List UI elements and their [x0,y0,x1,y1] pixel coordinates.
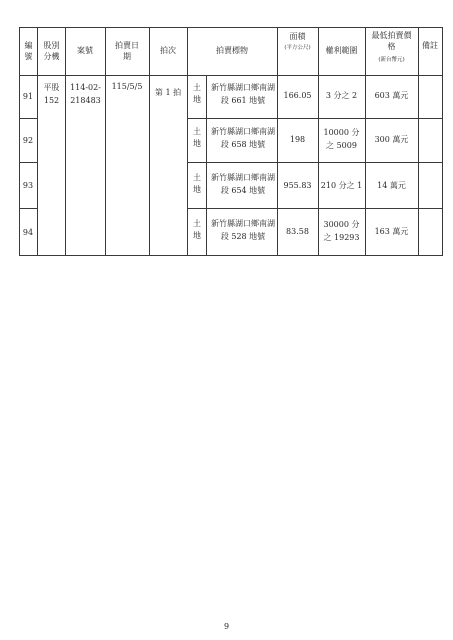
header-area-unit: (平方公尺) [284,45,311,51]
object-description: 新竹縣湖口鄉南湖段 528 地號 [211,219,275,241]
row-divider [187,118,442,119]
column-divider [206,75,207,256]
header-rights: 權利範圍 [325,46,358,55]
header-date: 拍賣日期 [115,41,139,61]
column-divider [65,27,66,256]
header-number: 編號 [24,41,33,61]
header-round: 拍次 [160,46,176,55]
table-border-right [442,27,443,256]
row-number: 92 [22,136,34,145]
price-value: 14 萬元 [377,181,406,190]
header-area: 面積 [289,32,306,41]
area-value: 166.05 [283,91,312,100]
object-description: 新竹縣湖口鄉南湖段 661 地號 [211,83,275,105]
row-number: 91 [22,92,34,101]
row-divider [187,162,442,163]
number-row-divider [19,208,37,209]
header-note: 備註 [422,41,438,50]
header-unit: 股別分機 [43,41,60,61]
number-row-divider [19,162,37,163]
column-divider [149,27,150,256]
header-object: 拍賣標物 [216,46,248,55]
object-description: 新竹縣湖口鄉南湖段 658 地號 [211,127,275,149]
rights-value: 30000 分之 19293 [323,220,360,242]
object-type: 土地 [193,127,201,148]
header-divider [19,75,442,76]
shared-auction-date: 115/5/5 [111,82,143,91]
row-number: 93 [22,181,34,190]
table-border-bottom [19,255,442,256]
area-value: 955.83 [283,181,312,190]
shared-case-number: 114-02-218483 [70,83,101,105]
column-divider [318,27,319,256]
object-type: 土地 [193,83,201,104]
rights-value: 10000 分之 5009 [323,128,360,150]
price-value: 300 萬元 [374,135,409,144]
object-type: 土地 [193,219,201,240]
price-value: 163 萬元 [374,227,409,236]
area-value: 198 [289,135,306,144]
rights-value: 3 分之 2 [325,91,358,100]
table-border-top [19,27,442,28]
rights-value: 210 分之 1 [320,181,363,190]
shared-unit: 平股 152 [43,83,60,105]
column-divider [37,27,38,256]
header-price: 最低拍賣價格 [371,31,412,51]
number-row-divider [19,118,37,119]
object-description: 新竹縣湖口鄉南湖段 654 地號 [211,173,275,195]
shared-auction-round: 第 1 拍 [154,88,182,97]
area-value: 83.58 [286,227,309,236]
header-price-unit: (新台幣元) [378,57,405,63]
row-number: 94 [22,228,34,237]
price-value: 603 萬元 [374,91,409,100]
column-divider [418,27,419,256]
row-divider [187,208,442,209]
header-case: 案號 [77,46,93,55]
column-divider [187,27,188,256]
page-number: 9 [223,622,230,631]
column-divider [105,27,106,256]
object-type: 土地 [193,173,201,194]
